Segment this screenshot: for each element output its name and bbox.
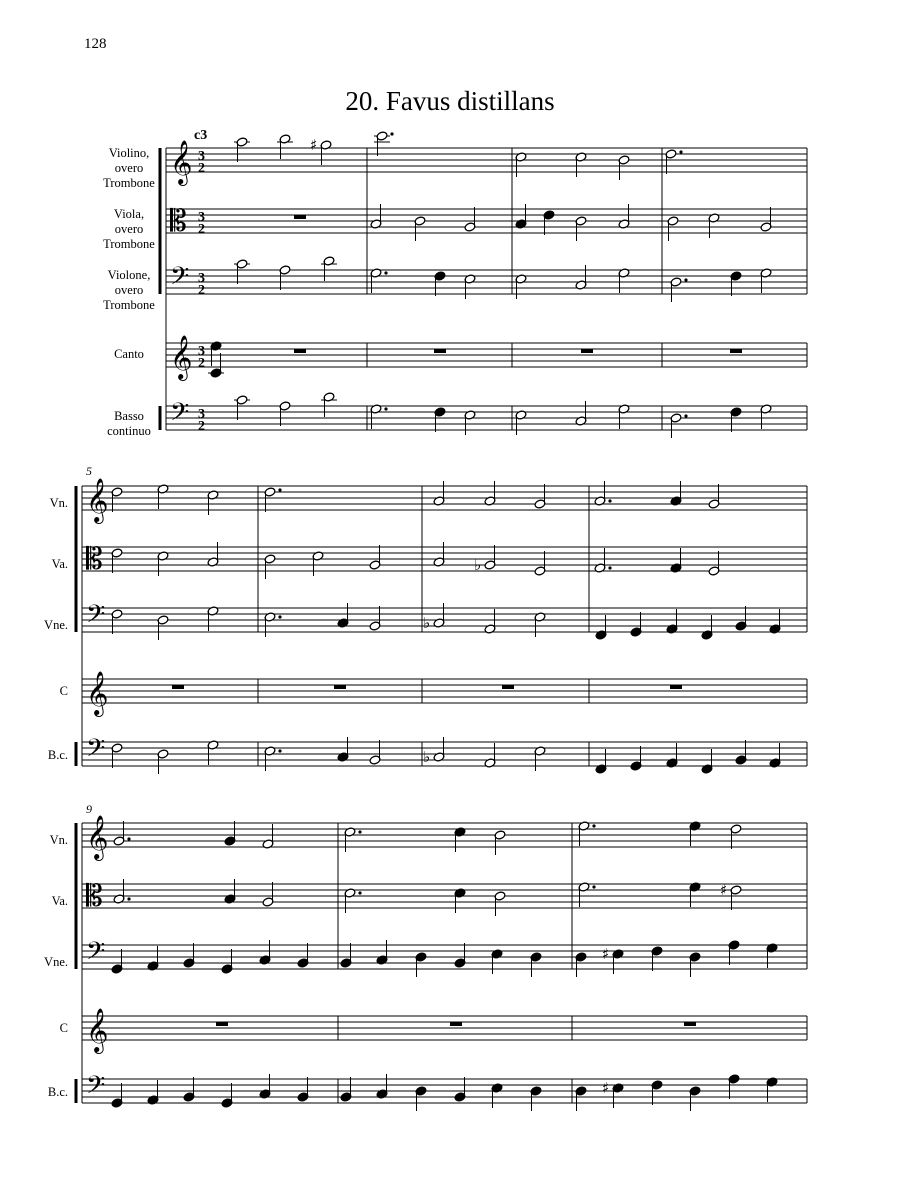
whole-rest-icon	[294, 349, 306, 353]
augmentation-dot	[384, 407, 387, 410]
measure-number: 5	[86, 464, 92, 478]
instrument-short-vn: Vn.	[49, 833, 68, 847]
treble-clef-icon: 𝄞	[86, 671, 109, 715]
label-line: Basso	[114, 409, 144, 423]
whole-rest-icon	[684, 1022, 696, 1026]
bass-clef-icon: 𝄢	[170, 262, 190, 297]
label-line: continuo	[107, 424, 151, 438]
time-signature-denominator: 2	[198, 283, 205, 298]
augmentation-dot	[592, 885, 595, 888]
flat-icon: ♭	[423, 614, 431, 632]
label-line: overo	[114, 283, 144, 297]
time-signature-denominator: 2	[198, 161, 205, 176]
flat-icon: ♭	[474, 556, 482, 574]
instrument-short-bc: B.c.	[47, 748, 68, 762]
time-signature-numerator: 3	[198, 407, 205, 422]
augmentation-dot	[390, 132, 393, 135]
sharp-icon: ♯	[720, 881, 728, 899]
label-line: Violino,	[108, 146, 150, 160]
treble-clef-icon: 𝄞	[170, 335, 193, 379]
time-signature-numerator: 3	[198, 271, 205, 286]
time-signature-numerator: 3	[198, 149, 205, 164]
alto-clef-icon: 𝄡	[86, 879, 103, 914]
augmentation-dot	[679, 150, 682, 153]
label-line: Canto	[114, 347, 144, 361]
augmentation-dot	[608, 499, 611, 502]
time-signature-numerator: 3	[198, 344, 205, 359]
treble-clef-icon: 𝄞	[86, 478, 109, 522]
time-signature-denominator: 2	[198, 419, 205, 434]
whole-rest-icon	[434, 349, 446, 353]
piece-title: 20. Favus distillans	[345, 86, 555, 116]
whole-rest-icon	[334, 685, 346, 689]
label-line: overo	[114, 222, 144, 236]
alto-clef-icon: 𝄡	[170, 204, 187, 239]
whole-rest-icon	[730, 349, 742, 353]
bass-clef-icon: 𝄢	[86, 600, 106, 635]
augmentation-dot	[127, 837, 130, 840]
whole-rest-icon	[670, 685, 682, 689]
augmentation-dot	[127, 897, 130, 900]
treble-clef-icon: 𝄞	[170, 140, 193, 184]
instrument-short-va: Va.	[51, 557, 68, 571]
tempo-mark: c3	[194, 128, 208, 143]
time-signature-numerator: 3	[198, 210, 205, 225]
time-signature-denominator: 2	[198, 222, 205, 237]
time-signature-denominator: 2	[198, 356, 205, 371]
bass-clef-icon: 𝄢	[86, 734, 106, 769]
augmentation-dot	[608, 566, 611, 569]
sharp-icon: ♯	[310, 136, 318, 154]
augmentation-dot	[278, 615, 281, 618]
alto-clef-icon: 𝄡	[86, 542, 103, 577]
label-line: Trombone	[103, 298, 155, 312]
instrument-short-c: C	[59, 1021, 68, 1035]
bass-clef-icon: 𝄢	[86, 1071, 106, 1106]
augmentation-dot	[384, 271, 387, 274]
whole-rest-icon	[172, 685, 184, 689]
treble-clef-icon: 𝄞	[86, 1008, 109, 1052]
augmentation-dot	[684, 414, 687, 417]
whole-rest-icon	[216, 1022, 228, 1026]
flat-icon: ♭	[423, 748, 431, 766]
instrument-short-bc: B.c.	[47, 1085, 68, 1099]
instrument-short-vn: Vn.	[49, 496, 68, 510]
whole-rest-icon	[581, 349, 593, 353]
sharp-icon: ♯	[602, 1079, 610, 1097]
measure-number: 9	[86, 802, 92, 816]
augmentation-dot	[592, 824, 595, 827]
instrument-short-va: Va.	[51, 894, 68, 908]
augmentation-dot	[358, 891, 361, 894]
instrument-short-c: C	[59, 684, 68, 698]
bass-clef-icon: 𝄢	[86, 937, 106, 972]
augmentation-dot	[358, 830, 361, 833]
instrument-short-vne: Vne.	[44, 955, 68, 969]
bass-clef-icon: 𝄢	[170, 398, 190, 433]
sharp-icon: ♯	[602, 945, 610, 963]
augmentation-dot	[684, 278, 687, 281]
label-line: Violone,	[107, 268, 151, 282]
augmentation-dot	[278, 749, 281, 752]
label-line: Viola,	[113, 207, 145, 221]
label-line: Trombone	[103, 176, 155, 190]
whole-rest-icon	[502, 685, 514, 689]
label-line: overo	[114, 161, 144, 175]
label-line: Trombone	[103, 237, 155, 251]
whole-rest-icon	[294, 215, 306, 219]
treble-clef-icon: 𝄞	[86, 815, 109, 859]
instrument-short-vne: Vne.	[44, 618, 68, 632]
augmentation-dot	[278, 488, 281, 491]
whole-rest-icon	[450, 1022, 462, 1026]
page-number: 128	[84, 36, 107, 52]
